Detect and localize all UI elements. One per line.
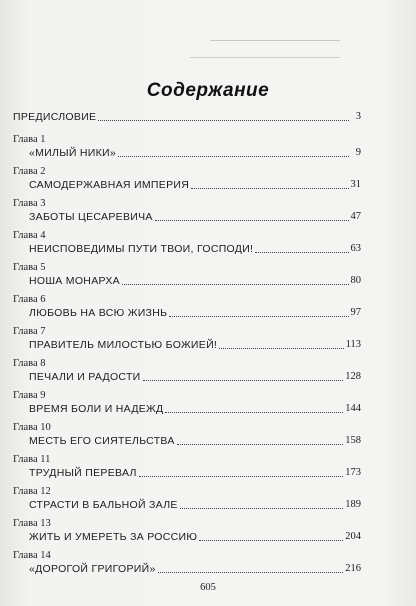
chapter-page: 97 bbox=[350, 307, 361, 318]
chapter-page: 63 bbox=[350, 243, 361, 254]
chapter-title: ВРЕМЯ БОЛИ И НАДЕЖД bbox=[29, 403, 164, 415]
toc-entry-chapter-10[interactable] bbox=[13, 418, 361, 450]
toc-entry-chapter-13[interactable] bbox=[13, 514, 361, 546]
page-number: 605 bbox=[200, 582, 216, 593]
chapter-title: СТРАСТИ В БАЛЬНОЙ ЗАЛЕ bbox=[29, 499, 178, 511]
chapter-page: 9 bbox=[355, 147, 361, 158]
toc-entry-chapter-11[interactable] bbox=[13, 450, 361, 482]
chapter-label: Глава 5 bbox=[13, 262, 46, 273]
chapter-page: 113 bbox=[345, 339, 361, 350]
dot-leader bbox=[180, 507, 344, 509]
chapter-page: 128 bbox=[345, 371, 361, 382]
chapter-title: ТРУДНЫЙ ПЕРЕВАЛ bbox=[29, 467, 137, 479]
chapter-page: 216 bbox=[345, 563, 361, 574]
chapter-page: 204 bbox=[345, 531, 361, 542]
dot-leader bbox=[122, 283, 349, 285]
toc-entry-chapter-4[interactable] bbox=[13, 226, 361, 258]
chapter-page: 80 bbox=[350, 275, 361, 286]
chapter-list bbox=[13, 130, 361, 578]
chapter-title: НЕИСПОВЕДИМЫ ПУТИ ТВОИ, ГОСПОДИ! bbox=[29, 243, 254, 255]
chapter-label: Глава 8 bbox=[13, 358, 46, 369]
dot-leader bbox=[143, 379, 344, 381]
chapter-title: «МИЛЫЙ НИКИ» bbox=[29, 147, 117, 159]
dot-leader bbox=[98, 119, 349, 121]
dot-leader bbox=[158, 571, 344, 573]
chapter-label: Глава 3 bbox=[13, 198, 46, 209]
dot-leader bbox=[155, 219, 349, 221]
chapter-label: Глава 11 bbox=[13, 454, 51, 465]
toc-entry-chapter-7[interactable] bbox=[13, 322, 361, 354]
toc-entry-chapter-8[interactable] bbox=[13, 354, 361, 386]
dot-leader bbox=[255, 251, 348, 253]
chapter-title: ЗАБОТЫ ЦЕСАРЕВИЧА bbox=[29, 211, 153, 223]
chapter-page: 31 bbox=[350, 179, 361, 190]
chapter-label: Глава 10 bbox=[13, 422, 51, 433]
toc-entry-page: 3 bbox=[355, 111, 361, 122]
bleed-through-decoration bbox=[190, 57, 340, 64]
dot-leader bbox=[139, 475, 344, 477]
chapter-title: ЖИТЬ И УМЕРЕТЬ ЗА РОССИЮ bbox=[29, 531, 198, 543]
toc-entry-chapter-12[interactable] bbox=[13, 482, 361, 514]
toc-title: Содержание bbox=[146, 80, 270, 101]
toc-entry-chapter-9[interactable] bbox=[13, 386, 361, 418]
chapter-page: 189 bbox=[345, 499, 361, 510]
chapter-title: НОША МОНАРХА bbox=[29, 275, 120, 287]
chapter-label: Глава 6 bbox=[13, 294, 46, 305]
chapter-label: Глава 14 bbox=[13, 550, 51, 561]
dot-leader bbox=[191, 187, 348, 189]
toc-entry-chapter-6[interactable] bbox=[13, 290, 361, 322]
chapter-title: ПЕЧАЛИ И РАДОСТИ bbox=[29, 371, 141, 383]
chapter-title: МЕСТЬ ЕГО СИЯТЕЛЬСТВА bbox=[29, 435, 175, 447]
dot-leader bbox=[219, 347, 343, 349]
toc-entry-chapter-14[interactable] bbox=[13, 546, 361, 578]
chapter-title: ПРАВИТЕЛЬ МИЛОСТЬЮ БОЖИЕЙ! bbox=[29, 339, 218, 351]
dot-leader bbox=[165, 411, 343, 413]
chapter-page: 144 bbox=[345, 403, 361, 414]
dot-leader bbox=[169, 315, 348, 317]
toc-entry-chapter-5[interactable] bbox=[13, 258, 361, 290]
toc-entry-chapter-3[interactable] bbox=[13, 194, 361, 226]
toc-entry-chapter-2[interactable] bbox=[13, 162, 361, 194]
chapter-title: ЛЮБОВЬ НА ВСЮ ЖИЗНЬ bbox=[29, 307, 168, 319]
chapter-label: Глава 12 bbox=[13, 486, 51, 497]
dot-leader bbox=[118, 155, 349, 157]
chapter-label: Глава 13 bbox=[13, 518, 51, 529]
dot-leader bbox=[199, 539, 343, 541]
dot-leader bbox=[177, 443, 344, 445]
chapter-label: Глава 2 bbox=[13, 166, 46, 177]
chapter-page: 158 bbox=[345, 435, 361, 446]
chapter-page: 47 bbox=[350, 211, 361, 222]
chapter-label: Глава 1 bbox=[13, 134, 46, 145]
chapter-title: «ДОРОГОЙ ГРИГОРИЙ» bbox=[29, 563, 156, 575]
table-of-contents bbox=[13, 110, 361, 578]
chapter-title: САМОДЕРЖАВНАЯ ИМПЕРИЯ bbox=[29, 179, 190, 191]
chapter-page: 173 bbox=[345, 467, 361, 478]
toc-entry-chapter-1[interactable] bbox=[13, 130, 361, 162]
bleed-through-decoration bbox=[210, 40, 340, 47]
toc-entry-preface[interactable] bbox=[13, 110, 361, 124]
chapter-label: Глава 4 bbox=[13, 230, 46, 241]
toc-entry-title: ПРЕДИСЛОВИЕ bbox=[13, 111, 97, 123]
chapter-label: Глава 7 bbox=[13, 326, 46, 337]
chapter-label: Глава 9 bbox=[13, 390, 46, 401]
